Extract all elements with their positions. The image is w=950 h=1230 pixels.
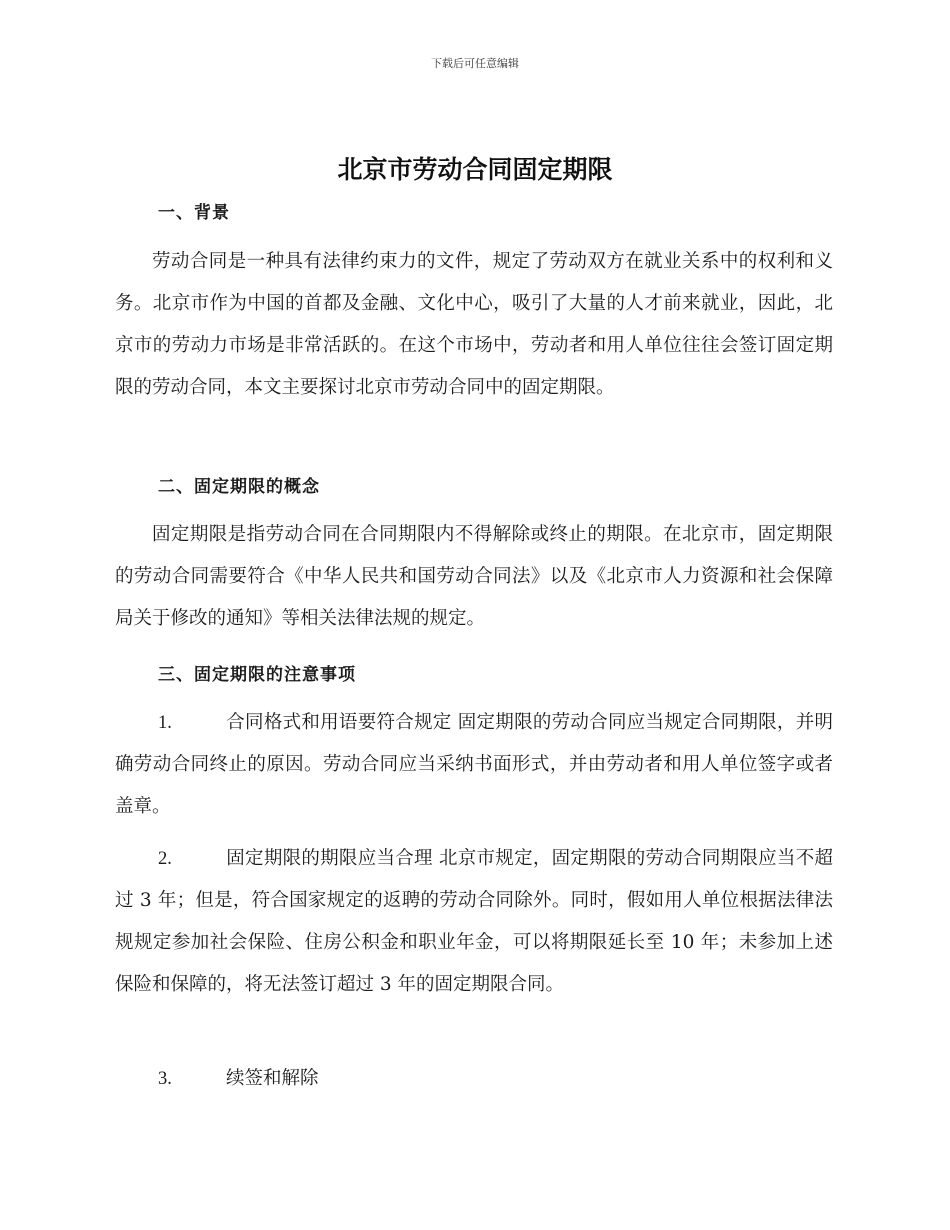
list-item-title: 续签和解除: [226, 1068, 319, 1089]
section-paragraph-background: 劳动合同是一种具有法律约束力的文件，规定了劳动双方在就业关系中的权利和义务。北京市作为中国的首都及金融、文化中心，吸引了大量的人才前来就业，因此，北京市的劳动力市场是非常活跃的。在这个市场中，劳动者和用人单位往往会签订固定期限的劳动合同，本文主要探讨北京市劳动合同中的固定期限。: [115, 251, 833, 398]
section-paragraph-concept: 固定期限是指劳动合同在合同期限内不得解除或终止的期限。在北京市，固定期限的劳动合同需要符合《中华人民共和国劳动合同法》以及《北京市人力资源和社会保障局关于修改的通知》等相关法律法规的规定。: [115, 524, 833, 629]
section-heading-notes: 三、固定期限的注意事项: [158, 665, 356, 685]
list-item-title: 固定期限的期限应当合理: [226, 848, 433, 869]
list-item: [115, 838, 833, 1006]
list-item-number: 1.: [158, 713, 172, 733]
list-item-text: 北京市规定，固定期限的劳动合同期限应当不超过 3 年；但是，符合国家规定的返聘的劳动合同除外。同时，假如用人单位根据法律法规规定参加社会保险、住房公积金和职业年金，可以将期限延长至 10 年；未参加上述保险和保障的，将无法签订超过 3 年的固定期限合同。: [115, 848, 833, 995]
list-item-text: 固定期限的劳动合同应当规定合同期限，并明确劳动合同终止的原因。劳动合同应当采纳书面形式，并由劳动者和用人单位签字或者盖章。: [115, 712, 833, 817]
list-item-title: 合同格式和用语要符合规定: [226, 712, 452, 733]
section-heading-background: 一、背景: [158, 203, 230, 223]
page-header-note: 下载后可任意编辑: [431, 57, 519, 70]
section-heading-concept: 二、固定期限的概念: [158, 477, 320, 497]
document-title: 北京市劳动合同固定期限: [337, 155, 613, 184]
list-item-number: 3.: [158, 1069, 172, 1089]
list-item: [115, 1058, 833, 1100]
list-item: [115, 702, 833, 828]
list-item-number: 2.: [158, 849, 172, 869]
